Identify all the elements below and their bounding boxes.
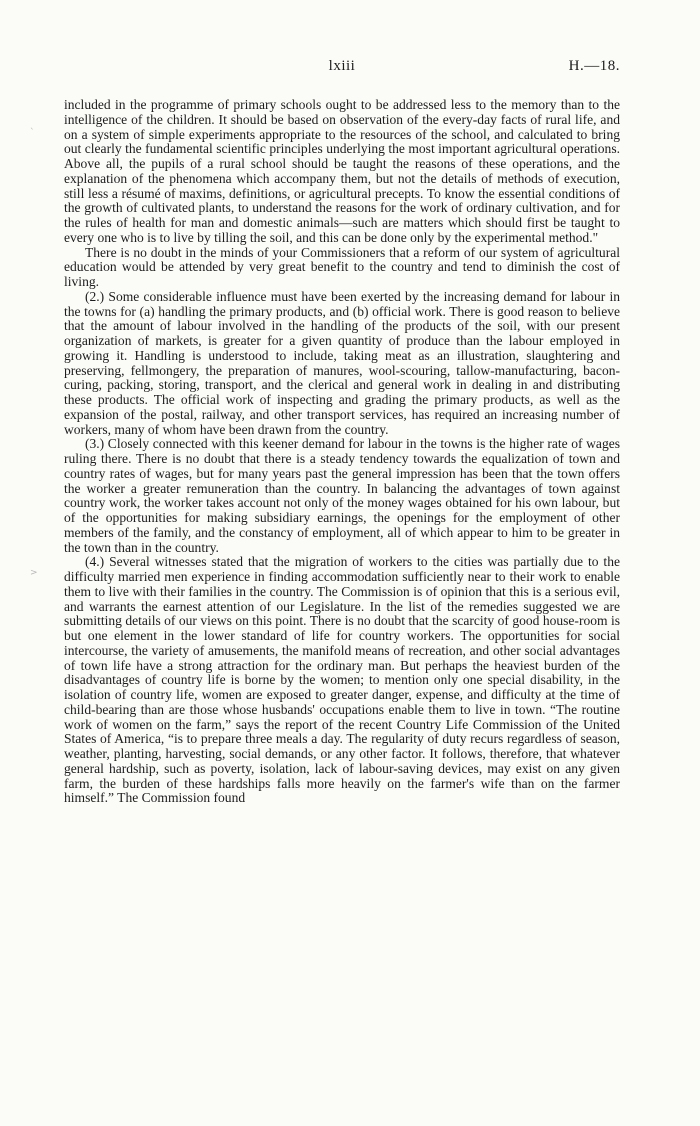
page-number: lxiii bbox=[328, 58, 356, 74]
page-header bbox=[64, 58, 620, 80]
paragraph-point-3-wages: (3.) Closely connected with this keener demand for labour in the towns is the higher rate of wages ruling there. There is no doubt that there is a steady tendency towards the equalization of town and country rates of wages, but for many years past the general impression has been that the town offers the worker a greater remuneration than the country. In balancing the advantages of town against country work, the worker takes account not only of the money wages obtained for his own labour, but of the opportunities for making subsidiary earnings, the openings for the employment of other members of the family, and the constancy of employment, all of which appear to him to be greater in the town than in the country. bbox=[64, 436, 620, 555]
paragraph-continuation: included in the programme of primary schools ought to be addressed less to the memory than to the intelligence of the children. It should be based on observation of the every-day facts of rural life, and on a system of simple experiments appropriate to the resources of the school, and calculated to bring out clearly the fundamental scientific principles underlying the most important agricultural operations. Above all, the pupils of a rural school should be taught the reasons of these operations, and the explanation of the phenomena which accompany them, but not the details of methods of execution, still less a résumé of maxims, definitions, or agricultural precepts. To know the essential conditions of the growth of cultivated plants, to understand the reasons for the work of ordinary cultivation, and for the rules of health for man and domestic animals—such are matters which should first be taught to every one who is to live by tilling the soil, and this can be done only by the experimental method." bbox=[64, 97, 620, 245]
margin-mark: ` bbox=[30, 128, 35, 138]
paragraph-point-4-housing: (4.) Several witnesses stated that the migration of workers to the cities was partially due to the difficulty married men experience in finding accommodation sufficiently near to their work to enable them to live with their families in the country. The Commission is of opinion that this is a serious evil, and warrants the earnest attention of our Legislature. In the list of the remedies suggested we are submitting details of our views on this point. There is no doubt that the scarcity of good house-room is but one element in the lower standard of life for country workers. The opportunities for social intercourse, the variety of amusements, the manifold means of recreation, and other social advantages of town life have a strong attraction for the ordinary man. But perhaps the heaviest burden of the disadvantages of country life is borne by the women; to mention only one special disability, in the isolation of country life, women are exposed to greater danger, expense, and difficulty at the time of child-bearing than are those whose husbands' occupations enable them to live in town. “The routine work of women on the farm,” says the report of the recent Country Life Commission of the United States of America, “is to prepare three meals a day. The regularity of duty recurs regardless of season, weather, planting, harvesting, social demands, or any other factor. It follows, therefore, that whatever general hardship, such as poverty, isolation, lack of labour-saving devices, may exist on any given farm, the burden of these hardships falls more heavily on the farmer's wife than on the farmer himself.” The Commission found bbox=[64, 554, 620, 806]
document-reference: H.—18. bbox=[568, 58, 620, 74]
paragraph-reform-conclusion: There is no doubt in the minds of your Commissioners that a reform of our system of agricultural education would be attended by very great benefit to the country and tend to diminish the cost of living. bbox=[64, 244, 620, 289]
paragraph-point-2-town-labour: (2.) Some considerable influence must have been exerted by the increasing demand for labour in the towns for (a) handling the primary products, and (b) official work. There is good reason to believe that the amount of labour involved in the handling of the products of the soil, with our present organization of markets, is greater for a given quantity of produce than the labour employed in growing it. Handling is understood to include, taking meat as an illustration, slaughtering and preserving, fellmongery, the preparation of manures, wool-scouring, tallow-manufacturing, bacon-curing, packing, storing, transport, and the clerical and general work in dealing in and distributing these products. The official work of inspecting and grading the primary products, as well as the expansion of the postal, railway, and other transport services, has required an increasing number of workers, many of whom have been drawn from the country. bbox=[64, 288, 620, 437]
margin-mark: > bbox=[30, 568, 38, 578]
body-text bbox=[64, 98, 620, 806]
